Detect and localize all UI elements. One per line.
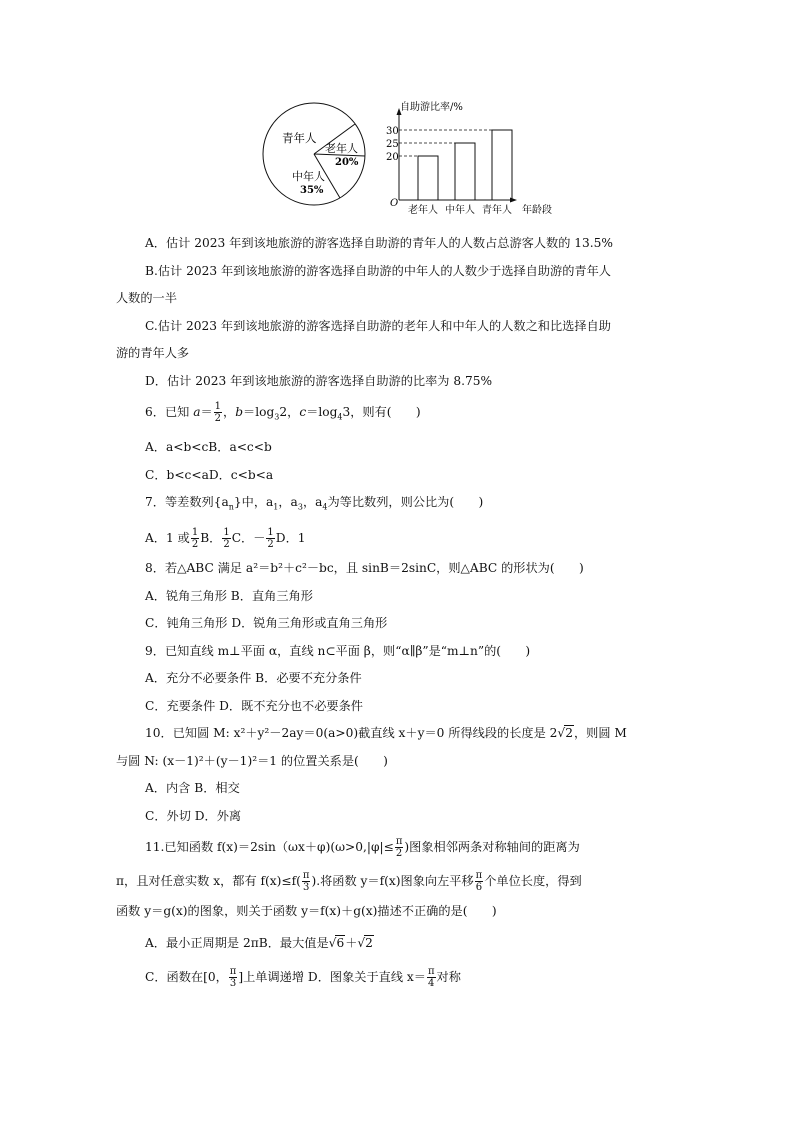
q11-line3: 函数 y＝g(x)的图象，则关于函数 y＝f(x)＋g(x)描述不正确的是( ) <box>116 904 497 919</box>
q11-options-ab: A．最小正周期是 2πB．最大值是√6＋√2 <box>145 935 373 950</box>
q11-opt-c3: 对称 <box>436 969 461 984</box>
q6-stem-c: ＝log <box>243 405 275 419</box>
q11-l2a: π，且对任意实数 x，都有 f(x)≤f( <box>116 874 301 889</box>
q10-stem-line1: 10．已知圆 M: x²＋y²－2ay＝0(a>0)截直线 x＋y＝0 所得线段的长度是 2√2，则圆 M <box>145 726 627 741</box>
q7-sub-n: n <box>228 502 234 512</box>
q6-stem-e: ＝log <box>306 405 338 419</box>
q6-options-ab: A．a<b<cB．a<c<b <box>145 440 272 455</box>
q5-option-d: D．估计 2023 年到该地旅游的游客选择自助游的比率为 8.75% <box>145 373 493 388</box>
bar-xlabel: 年龄段 <box>522 205 552 216</box>
q11-frac-pi-3 <box>302 870 311 893</box>
q6-stem-f: 3，则有( ) <box>342 405 421 419</box>
q11-frac-pi-6-num: π <box>475 870 483 882</box>
q11-line2 <box>116 864 676 898</box>
pie-label-young: 青年人 <box>282 131 317 145</box>
q7-frac-b-num: 1 <box>223 527 230 539</box>
q8-options-ab: A．锐角三角形 B．直角三角形 <box>145 588 313 603</box>
q6-base3: 3 <box>274 412 280 422</box>
q7-stem-5: 为等比数列，则公比为( ) <box>327 495 484 510</box>
q11-frac-pi-3-den: 3 <box>302 882 310 894</box>
y-ticks <box>386 126 399 163</box>
pie-label-mid: 中年人 <box>292 170 325 183</box>
q9-options-cd: C．充要条件 D．既不充分也不必要条件 <box>145 698 363 713</box>
q7-sub-1: 1 <box>273 502 279 512</box>
q5-option-a: A．估计 2023 年到该地旅游的游客选择自助游的青年人的人数占总游客人数的 13.5% <box>145 236 613 250</box>
y-tick-label: 30 <box>386 126 399 137</box>
q11-opt-c2: ]上单调递增 D．图象关于直线 x＝ <box>238 969 426 984</box>
q11-l1a: 11.已知函数 f(x)＝2sin（ωx＋φ)(ω>0,|φ|≤ <box>145 840 394 855</box>
bar-1 <box>418 156 438 200</box>
q7-frac-b-den: 2 <box>223 539 230 551</box>
q11-frac-pi-4-den: 4 <box>428 977 435 989</box>
q7-frac-a <box>191 527 199 550</box>
q5-option-c-line1: C.估计 2023 年到该地旅游的游客选择自助游的老年人和中年人的人数之和比选择自助 <box>145 318 611 333</box>
q10-stem-line2: 与圆 N: (x－1)²＋(y－1)²＝1 的位置关系是( ) <box>116 753 388 768</box>
q11-frac-pi-4-num: π <box>427 965 435 977</box>
q10-stem-1a: 10．已知圆 M: x²＋y²－2ay＝0(a>0)截直线 x＋y＝0 所得线段的长度是 2 <box>145 726 558 741</box>
q11-sqrt2: 2 <box>365 935 373 950</box>
pie-label-old: 老年人 <box>325 142 358 155</box>
q7-stem-2: }中，a <box>233 495 274 510</box>
y-tick-label: 20 <box>386 152 399 163</box>
q6-base4: 4 <box>337 412 343 422</box>
q11-frac-pi-6 <box>475 870 484 893</box>
q11-frac-c-pi-3-den: 3 <box>229 977 237 989</box>
bar-2 <box>455 143 475 200</box>
x-ticks <box>408 203 512 216</box>
q11-plus: ＋ <box>345 935 358 950</box>
q11-frac-pi-2-den: 2 <box>395 848 403 860</box>
q5-option-c-line2: 游的青年人多 <box>116 346 190 360</box>
pie-pct-old: 20% <box>335 157 359 168</box>
q11-frac-c-pi-3 <box>229 966 238 989</box>
pie-chart <box>263 103 365 205</box>
q11-frac-pi-2-num: π <box>395 836 403 848</box>
q7-opt-b: B． <box>200 531 222 546</box>
questions <box>116 230 676 994</box>
q7-stem-1: 7．等差数列{a <box>145 495 229 510</box>
bar-marks <box>399 130 512 200</box>
bar-3 <box>492 130 512 200</box>
q11-l2c: 个单位长度，得到 <box>484 874 582 889</box>
q7-sub-3: 3 <box>297 502 303 512</box>
q7-stem-3: ，a <box>278 495 298 510</box>
q7-stem-4: ，a <box>302 495 323 510</box>
figure-charts <box>258 96 598 224</box>
q7-frac-a-num: 1 <box>191 527 199 539</box>
q6-stem-b: ， <box>223 405 236 419</box>
q11-line1 <box>116 830 676 864</box>
q11-frac-pi-2 <box>395 836 404 859</box>
bar-chart <box>386 100 552 216</box>
q6-stem-a: 6．已知 <box>145 405 194 419</box>
q11-frac-c-pi-3-num: π <box>229 965 237 977</box>
x-tick-label: 中年人 <box>445 205 475 216</box>
q6-frac-num: 1 <box>214 401 222 412</box>
axis-origin: O <box>390 198 399 209</box>
q7-opt-c: C．－ <box>231 531 266 546</box>
q11-l2b: ).将函数 y＝f(x)图象向左平移 <box>311 874 474 889</box>
q7-frac-c-num: 1 <box>267 527 274 539</box>
q10-options-ab: A．内含 B．相交 <box>145 781 240 796</box>
q11-frac-pi-3-num: π <box>302 870 310 882</box>
q11-frac-pi-6-den: 6 <box>475 882 483 894</box>
q11-opt-a: A．最小正周期是 2πB．最大值是 <box>145 935 329 950</box>
q6-stem-d: 2， <box>279 405 300 419</box>
q6-frac-half <box>214 401 222 424</box>
q10-sqrt2: 2 <box>565 726 573 741</box>
q11-opt-c1: C．函数在[0， <box>145 969 228 984</box>
q10-options-cd: C．外切 D．外离 <box>145 808 242 823</box>
q6-frac-den: 2 <box>214 413 222 424</box>
q7-frac-a-den: 2 <box>191 539 199 551</box>
y-tick-label: 25 <box>386 139 399 150</box>
q7-opt-a: A．1 或 <box>145 531 190 546</box>
q5-option-b-line1: B.估计 2023 年到该地旅游的游客选择自助游的中年人的人数少于选择自助游的青年人 <box>145 263 611 278</box>
q7-stem <box>116 489 676 521</box>
q7-sub-4: 4 <box>322 502 328 512</box>
q11-sqrt6: 6 <box>336 935 345 950</box>
q7-frac-c-den: 2 <box>267 539 274 551</box>
q7-opt-d: D．1 <box>275 531 306 546</box>
q11-options-cd <box>116 960 676 994</box>
q11-frac-pi-4 <box>427 966 436 989</box>
x-tick-label: 青年人 <box>482 205 512 216</box>
q8-stem: 8．若△ABC 满足 a²＝b²＋c²－bc，且 sinB＝2sinC，则△ABC 的形状为( ) <box>145 561 584 576</box>
q7-frac-c <box>266 527 274 550</box>
q9-options-ab: A．充分不必要条件 B．必要不充分条件 <box>145 671 362 686</box>
q8-options-cd: C．钝角三角形 D．锐角三角形或直角三角形 <box>145 616 388 631</box>
pie-pct-mid: 35% <box>300 185 324 196</box>
q7-options <box>116 521 676 555</box>
q9-stem: 9．已知直线 m⊥平面 α，直线 n⊂平面 β，则“α∥β”是“m⊥n”的( ) <box>145 643 531 658</box>
q10-stem-1b: ，则圆 M <box>573 726 627 741</box>
q11-l1b: )图象相邻两条对称轴间的距离为 <box>404 840 580 855</box>
q7-frac-b <box>222 527 230 550</box>
x-tick-label: 老年人 <box>408 205 438 216</box>
bar-ylabel: 自助游比率/% <box>400 102 463 113</box>
q5-option-b-line2: 人数的一半 <box>116 291 177 305</box>
q6-options-cd: C．b<c<aD．c<b<a <box>145 467 274 482</box>
q6-stem: 6．已知 a＝ $\frac{1}{2}$ ，$b=\log_32$，$c=\log_43$，则有( ) <box>145 401 421 424</box>
